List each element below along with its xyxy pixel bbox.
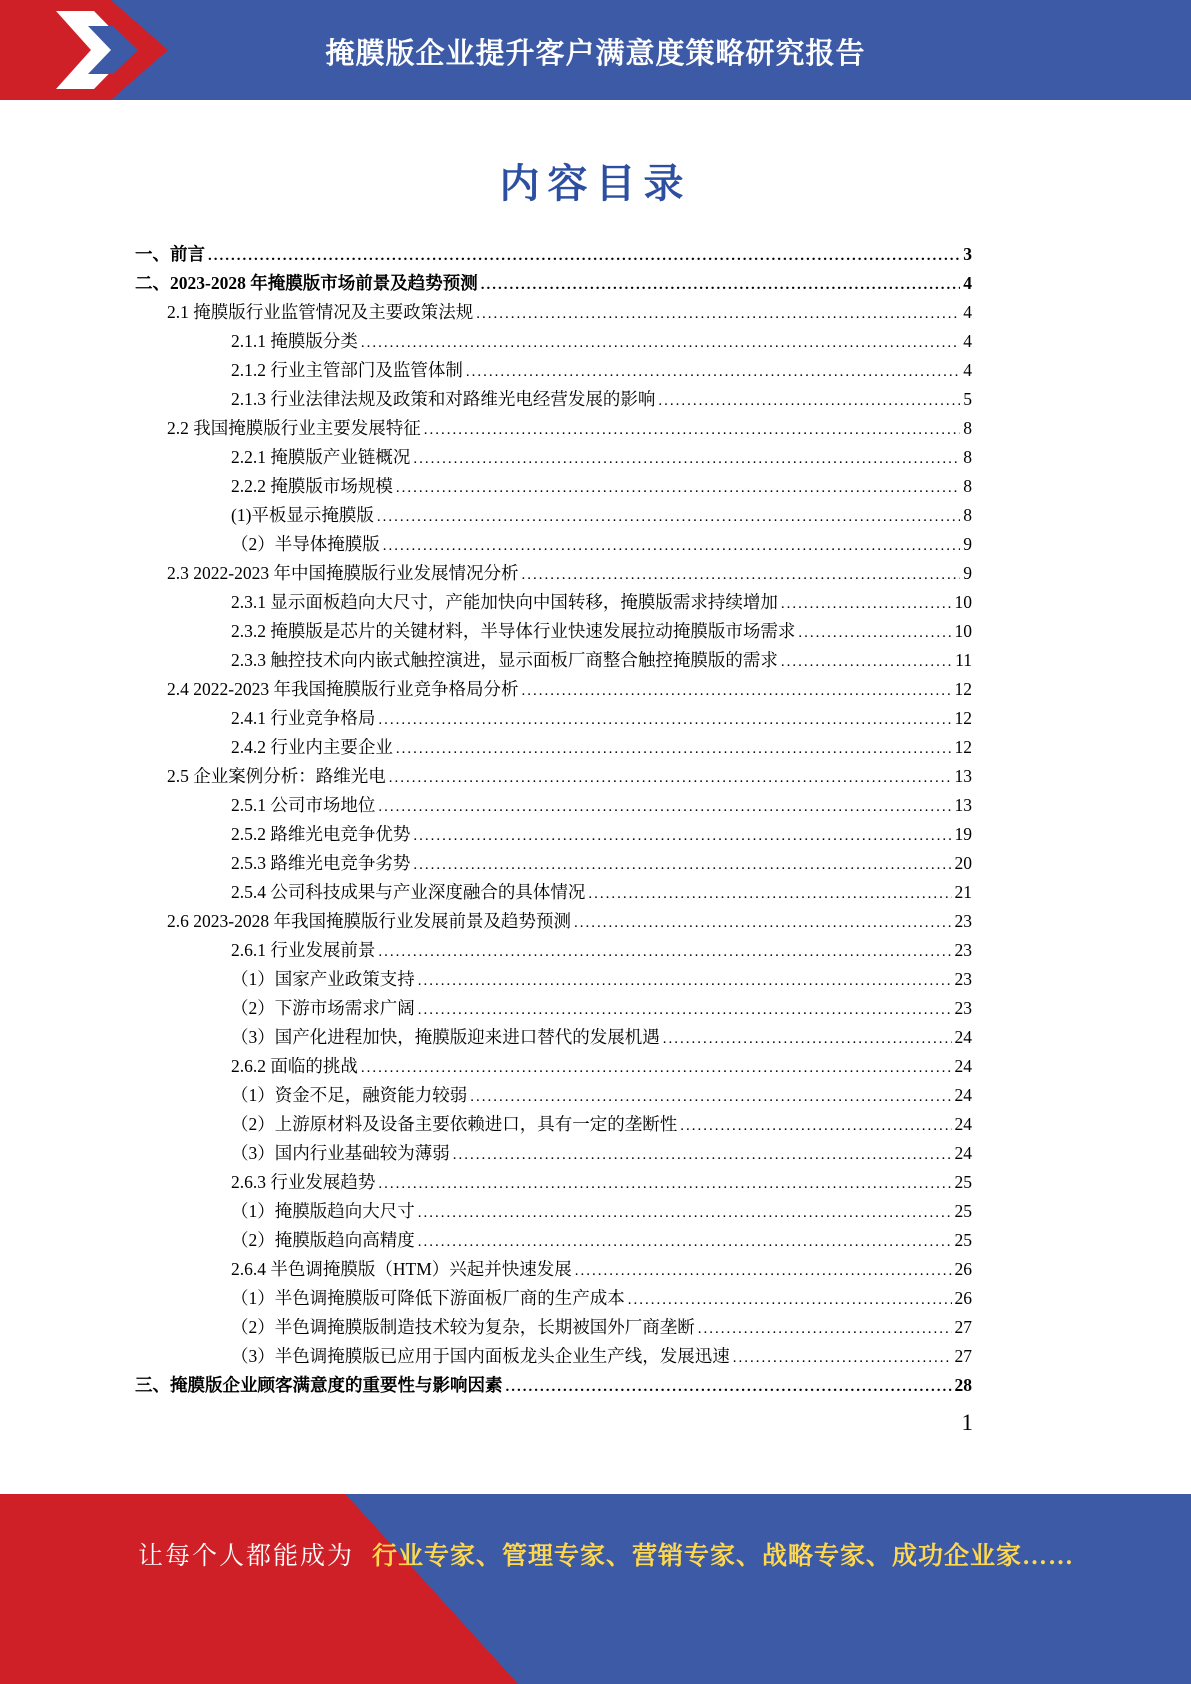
toc-page-number: 23 [954,940,972,960]
dot-leader [506,1375,952,1396]
toc-entry-label: 2.2.2 掩膜版市场规模 [231,476,393,496]
toc-page-number: 25 [954,1201,972,1221]
toc-page-number: 10 [954,621,972,641]
toc-entry[interactable] [135,850,972,879]
page-footer [0,1494,1191,1684]
toc-page-number: 28 [954,1375,972,1395]
toc-entry-label: 2.2.1 掩膜版产业链概况 [231,447,411,467]
toc-entry[interactable] [135,328,972,357]
toc-entry[interactable] [135,734,972,763]
dot-leader [383,534,961,555]
toc-page-number: 24 [954,1085,972,1105]
toc-page-number: 11 [955,650,972,670]
dot-leader [470,1085,951,1106]
toc-entry-label: 2.3.1 显示面板趋向大尺寸，产能加快向中国转移，掩膜版需求持续增加 [231,592,778,612]
toc-page-number: 19 [954,824,972,844]
toc-entry-label: 二、2023-2028 年掩膜版市场前景及趋势预测 [135,273,478,293]
toc-entry[interactable] [135,560,972,589]
toc-entry[interactable] [135,763,972,792]
dot-leader [413,853,951,874]
toc-entry[interactable] [135,270,972,299]
footer-red-shape [0,1494,1191,1684]
dot-leader [378,708,951,729]
toc-entry-label: 2.4 2022-2023 年我国掩膜版行业竞争格局分析 [167,679,519,699]
toc-entry-label: 三、掩膜版企业顾客满意度的重要性与影响因素 [135,1375,503,1395]
toc-entry[interactable] [135,1372,972,1401]
dot-leader [781,650,952,671]
dot-leader [521,563,960,584]
toc-page-number: 21 [954,882,972,902]
toc-entry-label: 2.5.1 公司市场地位 [231,795,376,815]
toc-entry[interactable] [135,792,972,821]
toc-entry[interactable] [135,676,972,705]
toc-entry[interactable] [135,589,972,618]
dot-leader [466,360,960,381]
page-number: 1 [961,1410,973,1435]
toc-page-number: 27 [954,1317,972,1337]
footer-slogan-left: 让每个人都能成为 [138,1543,355,1570]
toc-entry[interactable] [135,1256,972,1285]
dot-leader [418,1230,952,1251]
toc-entry-label: （2）半导体掩膜版 [231,534,380,554]
toc-entry-label: 2.3 2022-2023 年中国掩膜版行业发展情况分析 [167,563,519,583]
dot-leader [658,389,960,410]
dot-leader [574,911,952,932]
toc-entry[interactable] [135,1227,972,1256]
toc-page-number: 23 [954,998,972,1018]
toc-entry[interactable] [135,908,972,937]
toc-entry-label: （3）半色调掩膜版已应用于国内面板龙头企业生产线，发展迅速 [231,1346,730,1366]
toc-entry-label: 2.5.3 路维光电竞争劣势 [231,853,411,873]
toc-entry[interactable] [135,415,972,444]
dot-leader [453,1143,952,1164]
dot-leader [377,505,960,526]
dot-leader [378,1172,951,1193]
dot-leader [588,882,951,903]
toc-page-number: 9 [963,563,972,583]
toc-entry-label: 2.3.2 掩膜版是芯片的关键材料，半导体行业快速发展拉动掩膜版市场需求 [231,621,796,641]
toc-page-number: 27 [954,1346,972,1366]
toc-entry[interactable] [135,1169,972,1198]
toc-entry[interactable] [135,995,972,1024]
toc-entry[interactable] [135,473,972,502]
toc-entry-label: 2.4.2 行业内主要企业 [231,737,393,757]
toc-page-number: 26 [954,1259,972,1279]
toc-entry-label: 2.1.2 行业主管部门及监管体制 [231,360,463,380]
toc-entry-label: 2.1.1 掩膜版分类 [231,331,358,351]
toc-page-number: 8 [963,447,972,467]
toc-entry[interactable] [135,1140,972,1169]
dot-leader [521,679,951,700]
toc-entry-label: 2.1 掩膜版行业监管情况及主要政策法规 [167,302,474,322]
toc-page-number: 23 [954,911,972,931]
dot-leader [361,331,960,352]
toc-entry[interactable] [135,444,972,473]
toc-page-number: 9 [963,534,972,554]
toc-entry-label: 2.6.3 行业发展趋势 [231,1172,376,1192]
dot-leader [663,1027,952,1048]
toc-entry[interactable] [135,299,972,328]
toc-page-number: 25 [954,1172,972,1192]
toc-page-number: 24 [954,1143,972,1163]
toc-entry[interactable] [135,705,972,734]
dot-leader [418,969,952,990]
dot-leader [698,1317,952,1338]
toc-entry-label: 2.3.3 触控技术向内嵌式触控演进，显示面板厂商整合触控掩膜版的需求 [231,650,778,670]
toc-entry-label: 2.6.1 行业发展前景 [231,940,376,960]
toc-entry-label: 2.5 企业案例分析：路维光电 [167,766,386,786]
toc-entry[interactable] [135,1024,972,1053]
dot-leader [396,476,960,497]
toc-entry[interactable] [135,1314,972,1343]
dot-leader [476,302,960,323]
dot-leader [413,824,951,845]
toc-entry[interactable] [135,821,972,850]
toc-entry-label: 2.6 2023-2028 年我国掩膜版行业发展前景及趋势预测 [167,911,571,931]
toc-entry-label: （3）国产化进程加快，掩膜版迎来进口替代的发展机遇 [231,1027,660,1047]
toc-entry-label: 一、前言 [135,244,205,264]
toc-entry-label: (1)平板显示掩膜版 [231,505,374,525]
dot-leader [424,418,961,439]
dot-leader [418,998,952,1019]
toc-entry[interactable] [135,618,972,647]
toc-page-number: 10 [954,592,972,612]
toc-page-number: 23 [954,969,972,989]
toc-page-number: 24 [954,1056,972,1076]
toc-entry-label: 2.5.4 公司科技成果与产业深度融合的具体情况 [231,882,586,902]
toc-page-number: 25 [954,1230,972,1250]
toc-entry[interactable] [135,937,972,966]
toc-page-number: 3 [963,244,972,264]
toc-page-number: 13 [954,766,972,786]
footer-slogan-right: 行业专家、管理专家、营销专家、战略专家、成功企业家…… [372,1543,1075,1570]
toc-entry[interactable] [135,357,972,386]
toc-entry-label: 2.4.1 行业竞争格局 [231,708,376,728]
toc-entry[interactable] [135,531,972,560]
toc-entry[interactable] [135,879,972,908]
toc-page-number: 24 [954,1114,972,1134]
dot-leader [389,766,952,787]
toc-page-number: 8 [963,505,972,525]
report-title: 掩膜版企业提升客户满意度策略研究报告 [325,38,866,70]
toc-entry-label: 2.6.4 半色调掩膜版（HTM）兴起并快速发展 [231,1259,572,1279]
toc-page-number: 13 [954,795,972,815]
toc-entry-label: 2.1.3 行业法律法规及政策和对路维光电经营发展的影响 [231,389,656,409]
toc-entry[interactable] [135,386,972,415]
toc-entry[interactable] [135,502,972,531]
toc-heading: 内容目录 [499,161,692,206]
dot-leader [378,795,951,816]
toc-list [135,241,972,1401]
toc-entry-label: （2）下游市场需求广阔 [231,998,415,1018]
toc-entry-label: （2）上游原材料及设备主要依赖进口，具有一定的垄断性 [231,1114,678,1134]
dot-leader [575,1259,952,1280]
toc-page-number: 4 [963,360,972,380]
dot-leader [733,1346,952,1367]
toc-page-number: 4 [963,302,972,322]
toc-entry-label: 2.2 我国掩膜版行业主要发展特征 [167,418,421,438]
toc-entry[interactable] [135,1053,972,1082]
toc-entry-label: （2）半色调掩膜版制造技术较为复杂，长期被国外厂商垄断 [231,1317,695,1337]
toc-entry-label: （1）半色调掩膜版可降低下游面板厂商的生产成本 [231,1288,625,1308]
toc-entry-label: 2.5.2 路维光电竞争优势 [231,824,411,844]
toc-entry[interactable] [135,1082,972,1111]
toc-page-number: 12 [954,679,972,699]
toc-entry-label: （1）掩膜版趋向大尺寸 [231,1201,415,1221]
toc-page-number: 4 [963,273,972,293]
toc-page-number: 26 [954,1288,972,1308]
dot-leader [361,1056,952,1077]
toc-entry[interactable] [135,241,972,270]
toc-entry-label: （2）掩膜版趋向高精度 [231,1230,415,1250]
dot-leader [680,1114,951,1135]
toc-page-number: 12 [954,708,972,728]
dot-leader [208,244,960,265]
toc-page-number: 5 [963,389,972,409]
dot-leader [481,273,961,294]
report-header [0,0,1191,100]
toc-entry[interactable] [135,1343,972,1372]
toc-page-number: 12 [954,737,972,757]
toc-entry-label: （1）国家产业政策支持 [231,969,415,989]
toc-page-number: 20 [954,853,972,873]
toc-page-number: 8 [963,476,972,496]
toc-entry-label: （3）国内行业基础较为薄弱 [231,1143,450,1163]
toc-entry-label: （1）资金不足，融资能力较弱 [231,1085,468,1105]
toc-page-number: 8 [963,418,972,438]
toc-entry[interactable] [135,966,972,995]
dot-leader [798,621,951,642]
toc-page-number: 4 [963,331,972,351]
dot-leader [413,447,960,468]
toc-page-number: 24 [954,1027,972,1047]
dot-leader [628,1288,952,1309]
dot-leader [396,737,952,758]
toc-entry[interactable] [135,647,972,676]
dot-leader [781,592,952,613]
toc-entry[interactable] [135,1285,972,1314]
dot-leader [378,940,951,961]
toc-entry[interactable] [135,1111,972,1140]
dot-leader [418,1201,952,1222]
toc-entry[interactable] [135,1198,972,1227]
toc-entry-label: 2.6.2 面临的挑战 [231,1056,358,1076]
